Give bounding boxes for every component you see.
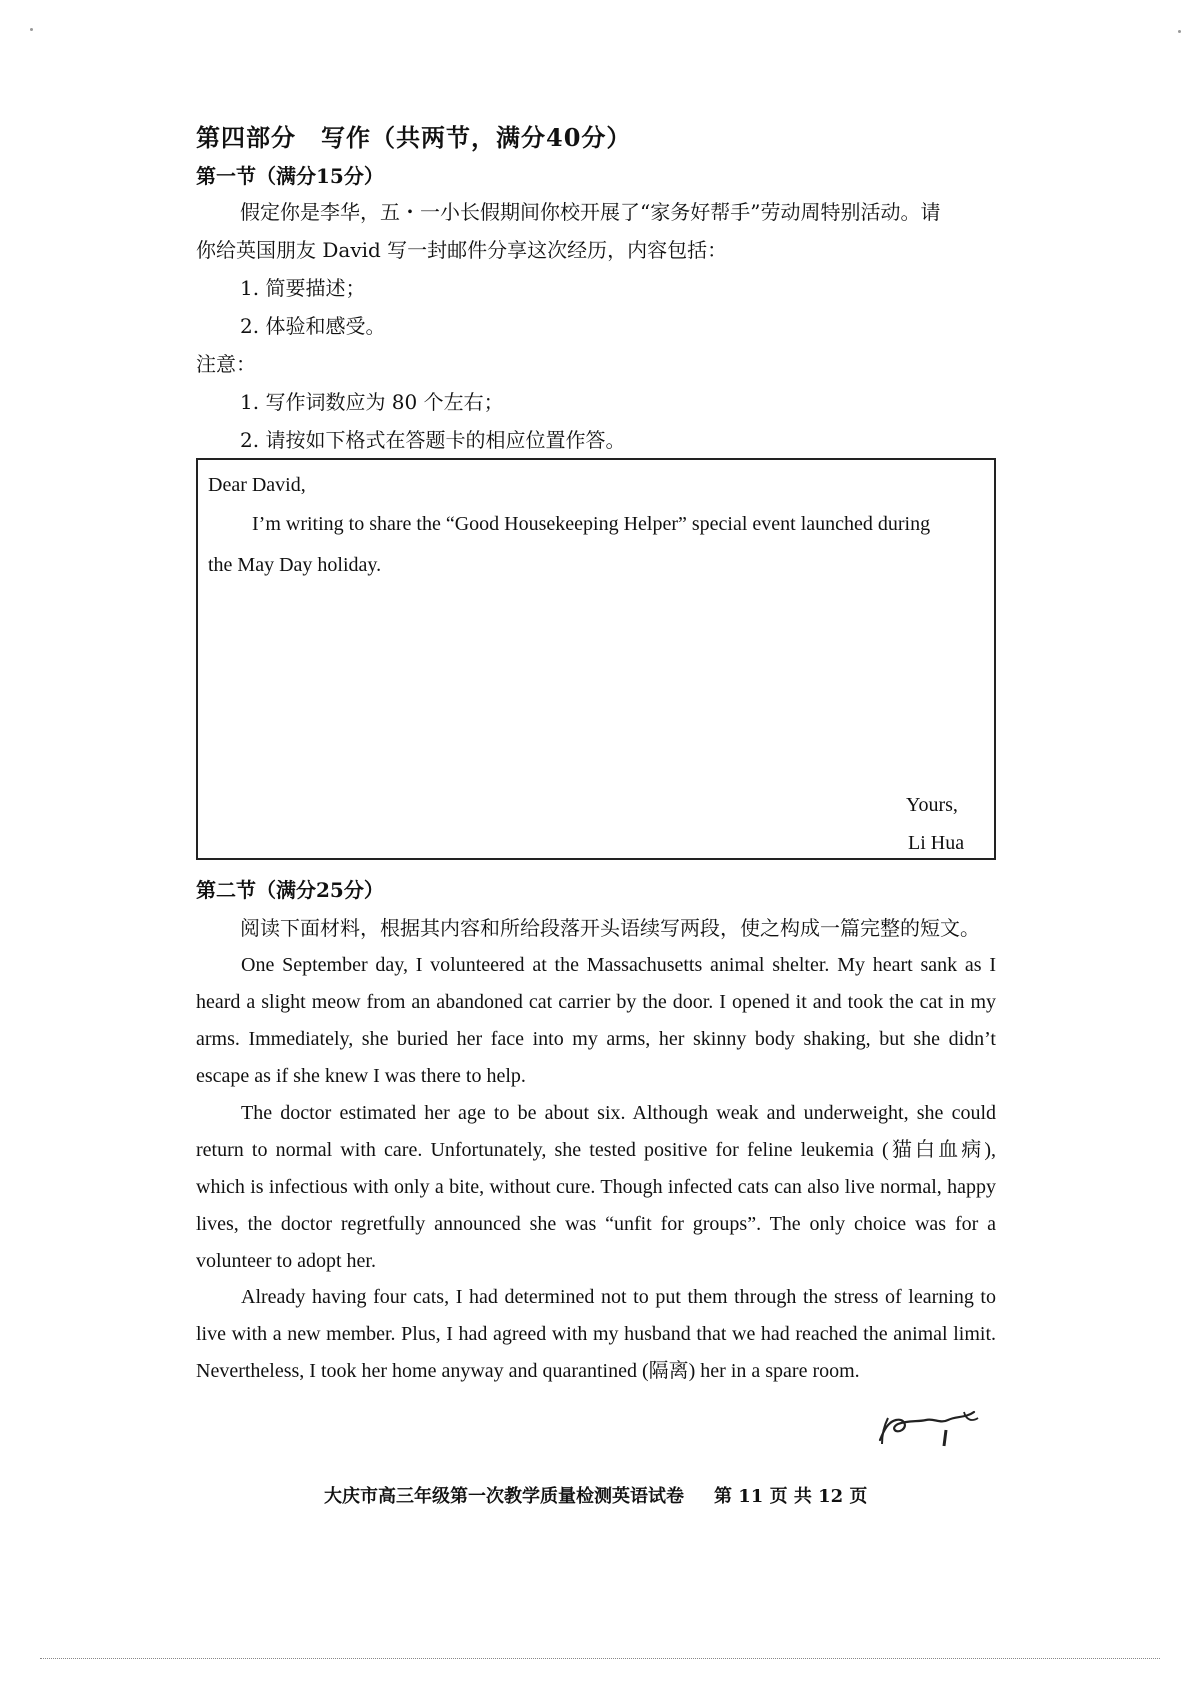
passage-paragraph-1: One September day, I volunteered at the Massachusetts animal shelter. My heart sank as I heard a slight meow from an abandoned cat carrier by the door. I opened it and took the cat in my arms. Immediately, she buried her face into my arms, her skinny body shaking, but she didn’t escape as if she knew I was there to help.	[196, 954, 996, 1087]
letter-closing: Yours,	[906, 794, 958, 816]
note-2: 2. 请按如下格式在答题卡的相应位置作答。	[240, 428, 626, 452]
passage-paragraph-2: The doctor estimated her age to be about six. Although weak and underweight, she could return to normal with care. Unfortunately, she tested positive for feline leukemia (猫白血病), which is infectious with only a bite, without cure. Though infected cats can also live normal, happy lives, the doctor regretfully announced she was “unfit for groups”. The only choice was for a volunteer to adopt her.	[196, 1102, 996, 1272]
note-label: 注意：	[196, 352, 256, 376]
letter-line-1: I’m writing to share the “Good Housekeeping Helper” special event launched during	[252, 513, 931, 535]
passage-paragraph-3: Already having four cats, I had determined not to put them through the stress of learning to live with a new member. Plus, I had agreed with my husband that we had reached the animal limit. Nevertheless, I took her home anyway and quarantined (隔离) her in a spare room.	[196, 1286, 996, 1382]
letter-greeting: Dear David,	[208, 474, 306, 496]
section-title: 第四部分 写作（共两节，满分40分）	[196, 123, 632, 152]
letter-line-2: the May Day holiday.	[208, 554, 382, 576]
prompt-line-1: 假定你是李华，五・一小长假期间你校开展了“家务好帮手”劳动周特别活动。请	[240, 200, 941, 224]
note-1: 1. 写作词数应为 80 个左右；	[240, 390, 504, 414]
handwritten-mark-icon	[874, 1400, 984, 1450]
part2-instruction: 阅读下面材料，根据其内容和所给段落开头语续写两段，使之构成一篇完整的短文。	[240, 916, 980, 940]
footer-page-info: 第 11 页 共 12 页	[714, 1486, 868, 1507]
letter-signature: Li Hua	[908, 832, 965, 854]
part2-title: 第二节（满分25分）	[196, 878, 384, 902]
prompt-line-2: 你给英国朋友 David 写一封邮件分享这次经历，内容包括：	[196, 238, 728, 262]
content-point-1: 1. 简要描述；	[240, 276, 366, 300]
bottom-scan-edge	[40, 1658, 1160, 1659]
part1-title: 第一节（满分15分）	[196, 164, 384, 188]
footer-exam-name: 大庆市高三年级第一次教学质量检测英语试卷	[324, 1486, 684, 1507]
scan-speck	[30, 28, 33, 31]
content-point-2: 2. 体验和感受。	[240, 314, 386, 338]
scan-speck	[1178, 30, 1181, 33]
letter-box	[196, 458, 996, 860]
